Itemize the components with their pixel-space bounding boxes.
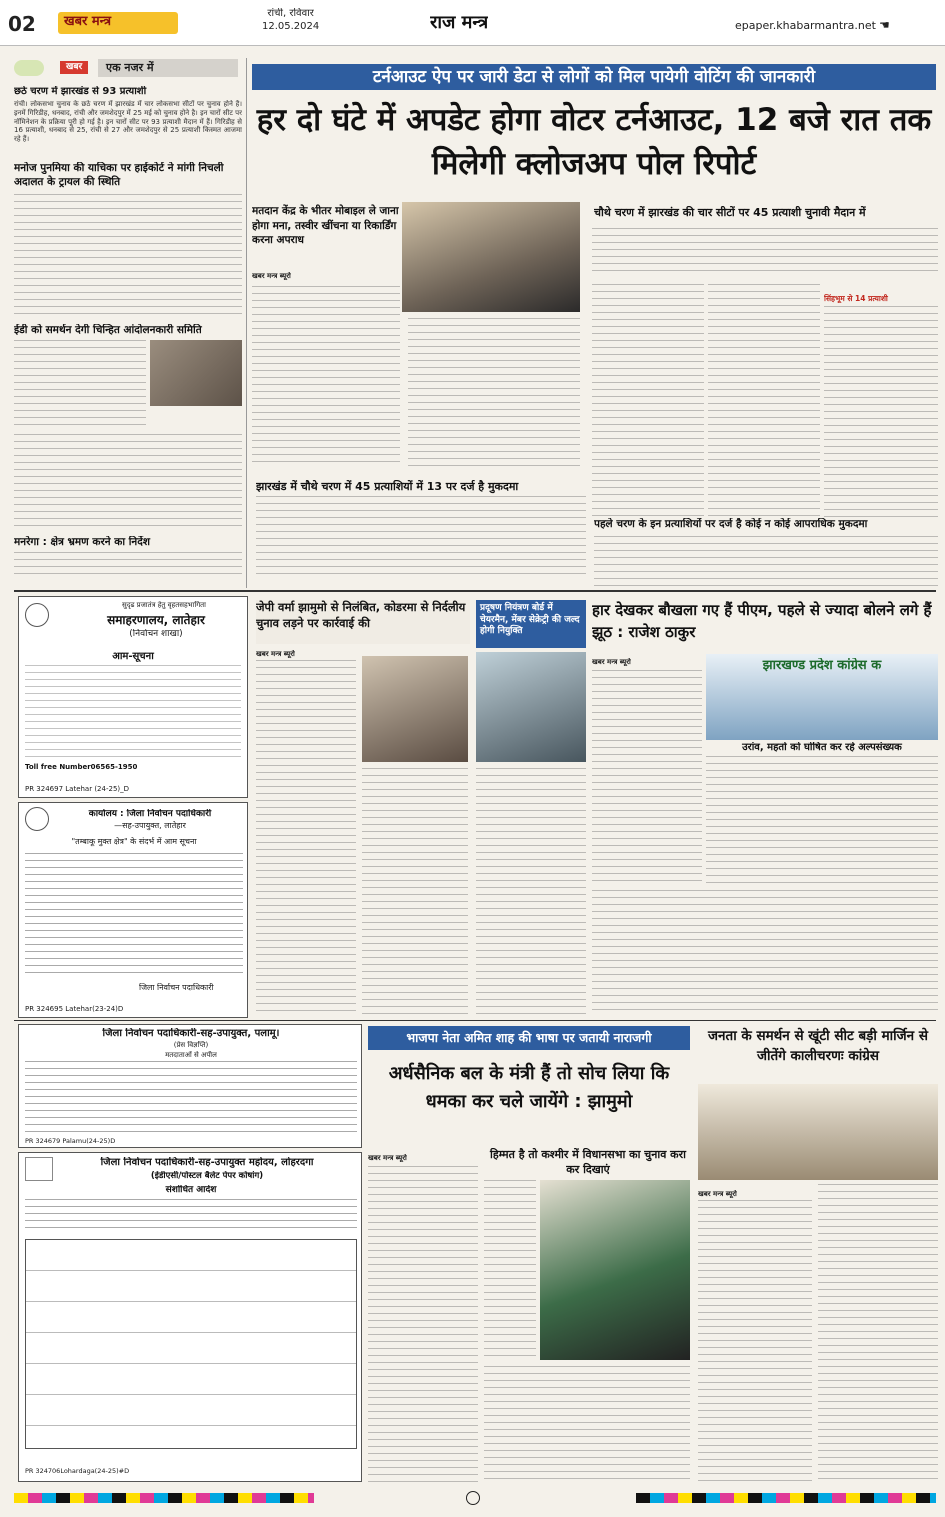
pullquote: मतदान केंद्र के भीतर मोबाइल ले जाना होगा मना, तस्वीर खींचना या रिकार्डिंग करना अपराध [252, 205, 399, 247]
color-bar [636, 1493, 936, 1503]
pollution-board-headline: प्रदूषण नियंत्रण बोर्ड में चेयरमैन, मेंबर सेक्रेट्री की जल्द होगी नियुक्ति [476, 600, 586, 648]
color-bar [14, 1493, 314, 1503]
byline: खबर मन्त्र ब्यूरो [698, 1190, 737, 1198]
official-photo [476, 652, 586, 762]
notice-subtitle: (निर्वाचन शाखा) [129, 629, 183, 639]
story-body [818, 1184, 938, 1482]
story-body [592, 228, 938, 276]
story-body [256, 660, 356, 1016]
ecid-logo-icon [25, 1157, 53, 1181]
notice-title: जिला निर्वाचन पदाधिकारी-सह-उपायुक्त महोदय, लोहरदगा [100, 1157, 314, 1168]
city-day: रांची, रविवार [267, 8, 314, 19]
notice-heading: संशोधित आदेश [165, 1185, 217, 1195]
story-headline: मनोज पुनमिया की याचिका पर हाईकोर्ट ने मांगी निचली अदालत के ट्रायल की स्थिति [14, 162, 224, 188]
section-divider [14, 1020, 936, 1021]
newspaper-logo: खबर मन्त्र [58, 12, 178, 34]
lohardaga-revised-order [18, 1152, 362, 1482]
epaper-link[interactable] [735, 18, 890, 33]
byline: खबर मन्त्र ब्यूरो [252, 272, 291, 280]
masthead [0, 0, 945, 46]
jmm-subheadline: हिम्मत है तो कश्मीर में विधानसभा का चुनाव करा कर दिखाएं [490, 1148, 686, 1176]
section-title: राज मन्त्र [430, 12, 489, 33]
news-brief-header [14, 58, 242, 80]
dateline [262, 8, 319, 33]
khunti-headline: जनता के समर्थन से खूंटी सीट बड़ी मार्जिन से जीतेंगे कालीचरणः कांग्रेस [707, 1028, 928, 1065]
notice-office-sub: —सह-उपायुक्त, लातेहार [114, 821, 186, 830]
story-body [14, 434, 242, 530]
tag-khabar: खबर [60, 61, 88, 74]
story-body [14, 194, 242, 318]
jp-verma-headline: जेपी वर्मा झामुमो से निलंबित, कोडरमा से निर्दलीय चुनाव लड़ने पर कार्रवाई की [256, 600, 470, 644]
notice-subtitle: (प्रेस विज्ञप्ति) [173, 1041, 209, 1049]
cases-headline: झारखंड में चौथे चरण में 45 प्रत्याशियों में 13 पर दर्ज है मुकदमा [256, 480, 519, 493]
issue-date: 12.05.2024 [262, 20, 320, 32]
left-column [14, 58, 242, 578]
candidate-list [708, 284, 820, 520]
byline: खबर मन्त्र ब्यूरो [256, 650, 295, 658]
story-headline: छठे चरण में झारखंड से 93 प्रत्याशी [14, 86, 147, 97]
story-body [256, 496, 586, 578]
story-body [484, 1180, 536, 1360]
pr-number: PR 324679 Palamu(24-25)D [25, 1137, 116, 1145]
emblem-icon [25, 807, 49, 831]
story-body [14, 552, 242, 578]
notice-office: कार्यालय : जिला निर्वाचन पदाधिकारी [88, 809, 212, 819]
notice-title: जिला निर्वाचन पदाधिकारी-सह-उपायुक्त, पलामू। [102, 1028, 280, 1039]
photo-caption: उरांव, महतो को घोषित कर रहे अल्पसंख्यक [742, 742, 902, 753]
palamu-appeal-notice [18, 1024, 362, 1148]
schedule-table [25, 1239, 357, 1449]
top-story-kicker: टर्नआउट ऐप पर जारी डेटा से लोगों को मिल पायेगी वोटिंग की जानकारी [252, 64, 936, 90]
congress-meeting-photo [698, 1084, 938, 1180]
tag-ek-nazar: एक नजर में [98, 59, 238, 77]
story-body [592, 670, 702, 884]
column-rule [246, 58, 247, 588]
notice-title: समाहरणालय, लातेहार [107, 613, 205, 627]
notice-subtitle: (ईडीएसी/पोस्टल बैलेट पेपर कोषांग) [150, 1171, 264, 1181]
notice-heading: मतदाताओं से अपील [165, 1051, 217, 1059]
print-register-strip [14, 1490, 936, 1508]
byline: खबर मन्त्र ब्यूरो [592, 658, 631, 666]
notice-heading: आम-सूचना [112, 651, 154, 662]
notice-body [25, 853, 243, 979]
story-body: रांची। लोकसभा चुनाव के छठे चरण में झारखंड में चार लोकसभा सीटों पर चुनाव होने है। इनमें गिरिडीह, धनबाद, रांची और जमशेदपुर में 25 मई को चुनाव होने है। इन चारों सीट पर नॉमिनेशन के प्रक्रिया पूरी हो गई है। इन चारों सीट पर 93 प्रत्याशी मैदान में हैं। गिरिडीह से 16 प्रत्याशी, धनबाद से 25, रांची से 27 और जमशेदपुर से 25 प्रत्याशी किस्मत आजमा रहे हैं। [14, 100, 242, 143]
jmm-headline: अर्धसैनिक बल के मंत्री हैं तो सोच लिया कि धमका कर चले जायेंगे : झामुमो [388, 1063, 670, 1112]
first-phase-headline: पहले चरण के इन प्रत्याशियों पर दर्ज है कोई न कोई आपराधिक मुकदमा [594, 518, 868, 530]
notice-body [25, 665, 241, 763]
pr-number: PR 324706Lohardaga(24-25)#D [25, 1467, 130, 1475]
pr-number: PR 324695 Latehar(23-24)D [25, 1005, 124, 1013]
notice-body [25, 1061, 357, 1133]
story-body [252, 286, 400, 468]
fourth-phase-headline: चौथे चरण में झारखंड की चार सीटों पर 45 प्रत्याशी चुनावी मैदान में [594, 206, 866, 219]
story-headline: ईडी को समर्थन देगी चिन्हित आंदोलनकारी समिति [14, 324, 202, 336]
story-body [14, 340, 146, 430]
story-body [698, 1200, 812, 1482]
tobacco-notice [18, 802, 248, 1018]
press-conference-photo [706, 654, 938, 740]
hand-pointer-icon: ☚ [878, 18, 890, 32]
official-portrait-photo [402, 202, 580, 312]
story-body [594, 536, 938, 586]
epaper-url: epaper.khabarmantra.net [735, 19, 876, 32]
story-body [706, 756, 938, 884]
story-headline: मनरेगा : क्षेत्र भ्रमण करने का निर्देश [14, 536, 150, 548]
group-photo [150, 340, 242, 406]
story-body [368, 1166, 478, 1482]
globe-icon [14, 60, 44, 76]
story-body [484, 1366, 690, 1482]
story-body [408, 318, 580, 468]
registration-mark-icon [466, 1491, 480, 1505]
candidate-list [824, 306, 938, 520]
notice-signature: जिला निर्वाचन पदाधिकारी [139, 983, 214, 992]
byline: खबर मन्त्र ब्यूरो [368, 1154, 407, 1162]
bjp-strip: भाजपा नेता अमित शाह की भाषा पर जतायी नाराजगी [368, 1026, 690, 1050]
story-body [592, 890, 938, 1016]
toll-free-number: Toll free Number06565-1950 [25, 763, 138, 771]
photo-banner-text: झारखण्ड प्रदेश कांग्रेस क [762, 658, 882, 673]
rajesh-thakur-headline: हार देखकर बौखला गए हैं पीएम, पहले से ज्यादा बोलने लगे हैं झूठ : राजेश ठाकुर [592, 601, 932, 641]
story-body [476, 768, 586, 1016]
section-divider [14, 590, 936, 592]
jmm-leader-photo [540, 1180, 690, 1360]
pr-number: PR 324697 Latehar (24-25)_D [25, 785, 130, 793]
page-number: 02 [8, 12, 36, 36]
candidate-list-heading: सिंहभूम से 14 प्रत्याशी [824, 294, 888, 303]
top-story-headline: हर दो घंटे में अपडेट होगा वोटर टर्नआउट, 12 बजे रात तक मिलेगी क्लोजअप पोल रिपोर्ट [256, 102, 932, 183]
jp-verma-photo [362, 656, 468, 762]
emblem-icon [25, 603, 49, 627]
story-body [362, 768, 468, 1016]
notice-motto: सुदृढ प्रजातंत्र हेतु वृहतसहभागिता [122, 601, 206, 609]
notice-heading: "तम्बाकू मुक्त क्षेत्र" के संदर्भ में आम सूचना [71, 837, 197, 846]
candidate-list [592, 284, 704, 520]
public-notice-latehar [18, 596, 248, 798]
notice-body [25, 1199, 357, 1233]
